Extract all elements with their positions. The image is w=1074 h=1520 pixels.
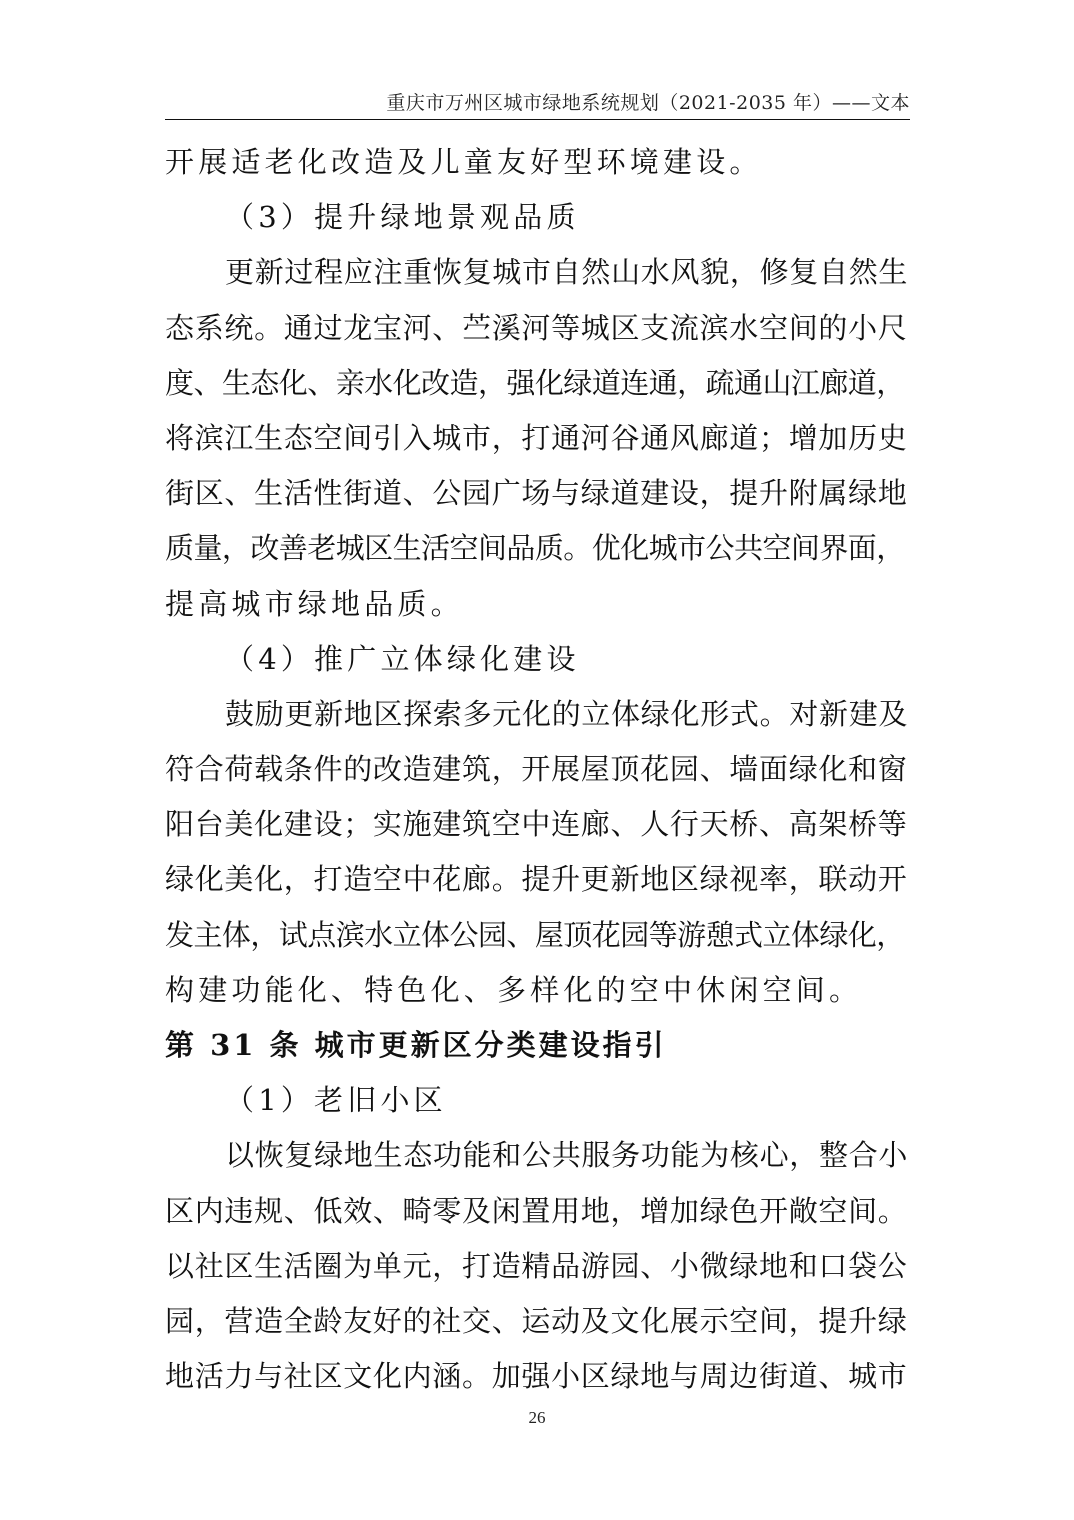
page-number: 26 bbox=[528, 1408, 546, 1427]
paragraph-line: 符合荷载条件的改造建筑，开展屋顶花园、墙面绿化和窗 bbox=[165, 752, 908, 787]
paragraph-line: 阳台美化建设；实施建筑空中连廊、人行天桥、高架桥等 bbox=[165, 807, 908, 842]
subsection-heading: （4）推广立体绿化建设 bbox=[225, 641, 580, 676]
paragraph-line: 绿化美化，打造空中花廊。提升更新地区绿视率，联动开 bbox=[165, 862, 908, 897]
paragraph-line: 态系统。通过龙宝河、苎溪河等城区支流滨水空间的小尺 bbox=[165, 310, 908, 345]
paragraph-line: 构建功能化、特色化、多样化的空中休闲空间。 bbox=[165, 972, 863, 1007]
paragraph-line: 以恢复绿地生态功能和公共服务功能为核心，整合小 bbox=[225, 1138, 909, 1173]
paragraph-line: 更新过程应注重恢复城市自然山水风貌，修复自然生 bbox=[225, 255, 909, 290]
body-text bbox=[165, 135, 910, 1404]
running-header: 重庆市万州区城市绿地系统规划（2021-2035 年）——文本 bbox=[386, 92, 910, 114]
subsection-heading: （3）提升绿地景观品质 bbox=[225, 200, 580, 235]
paragraph-line: 将滨江生态空间引入城市，打通河谷通风廊道；增加历史 bbox=[165, 420, 908, 455]
paragraph-line: 开展适老化改造及儿童友好型环境建设。 bbox=[165, 145, 763, 179]
article-heading: 第 31 条 城市更新区分类建设指引 bbox=[165, 1028, 667, 1062]
paragraph-line: 度、生态化、亲水化改造，强化绿道连通，疏通山江廊道， bbox=[165, 365, 905, 400]
paragraph-line: 以社区生活圈为单元，打造精品游园、小微绿地和口袋公 bbox=[165, 1248, 908, 1283]
paragraph-line: 地活力与社区文化内涵。加强小区绿地与周边街道、城市 bbox=[165, 1359, 908, 1394]
paragraph-line: 街区、生活性街道、公园广场与绿道建设，提升附属绿地 bbox=[165, 476, 908, 511]
paragraph-line: 提高城市绿地品质。 bbox=[165, 586, 464, 621]
paragraph-line: 鼓励更新地区探索多元化的立体绿化形式。对新建及 bbox=[225, 696, 909, 731]
paragraph-line: 园，营造全龄友好的社交、运动及文化展示空间，提升绿 bbox=[165, 1303, 908, 1338]
paragraph-line: 发主体，试点滨水立体公园、屋顶花园等游憩式立体绿化， bbox=[165, 917, 905, 952]
paragraph-line: 区内违规、低效、畸零及闲置用地，增加绿色开敞空间。 bbox=[165, 1193, 908, 1228]
paragraph-line: 质量，改善老城区生活空间品质。优化城市公共空间界面， bbox=[165, 531, 905, 566]
header-rule bbox=[165, 119, 910, 120]
subsection-heading: （1）老旧小区 bbox=[225, 1083, 447, 1118]
